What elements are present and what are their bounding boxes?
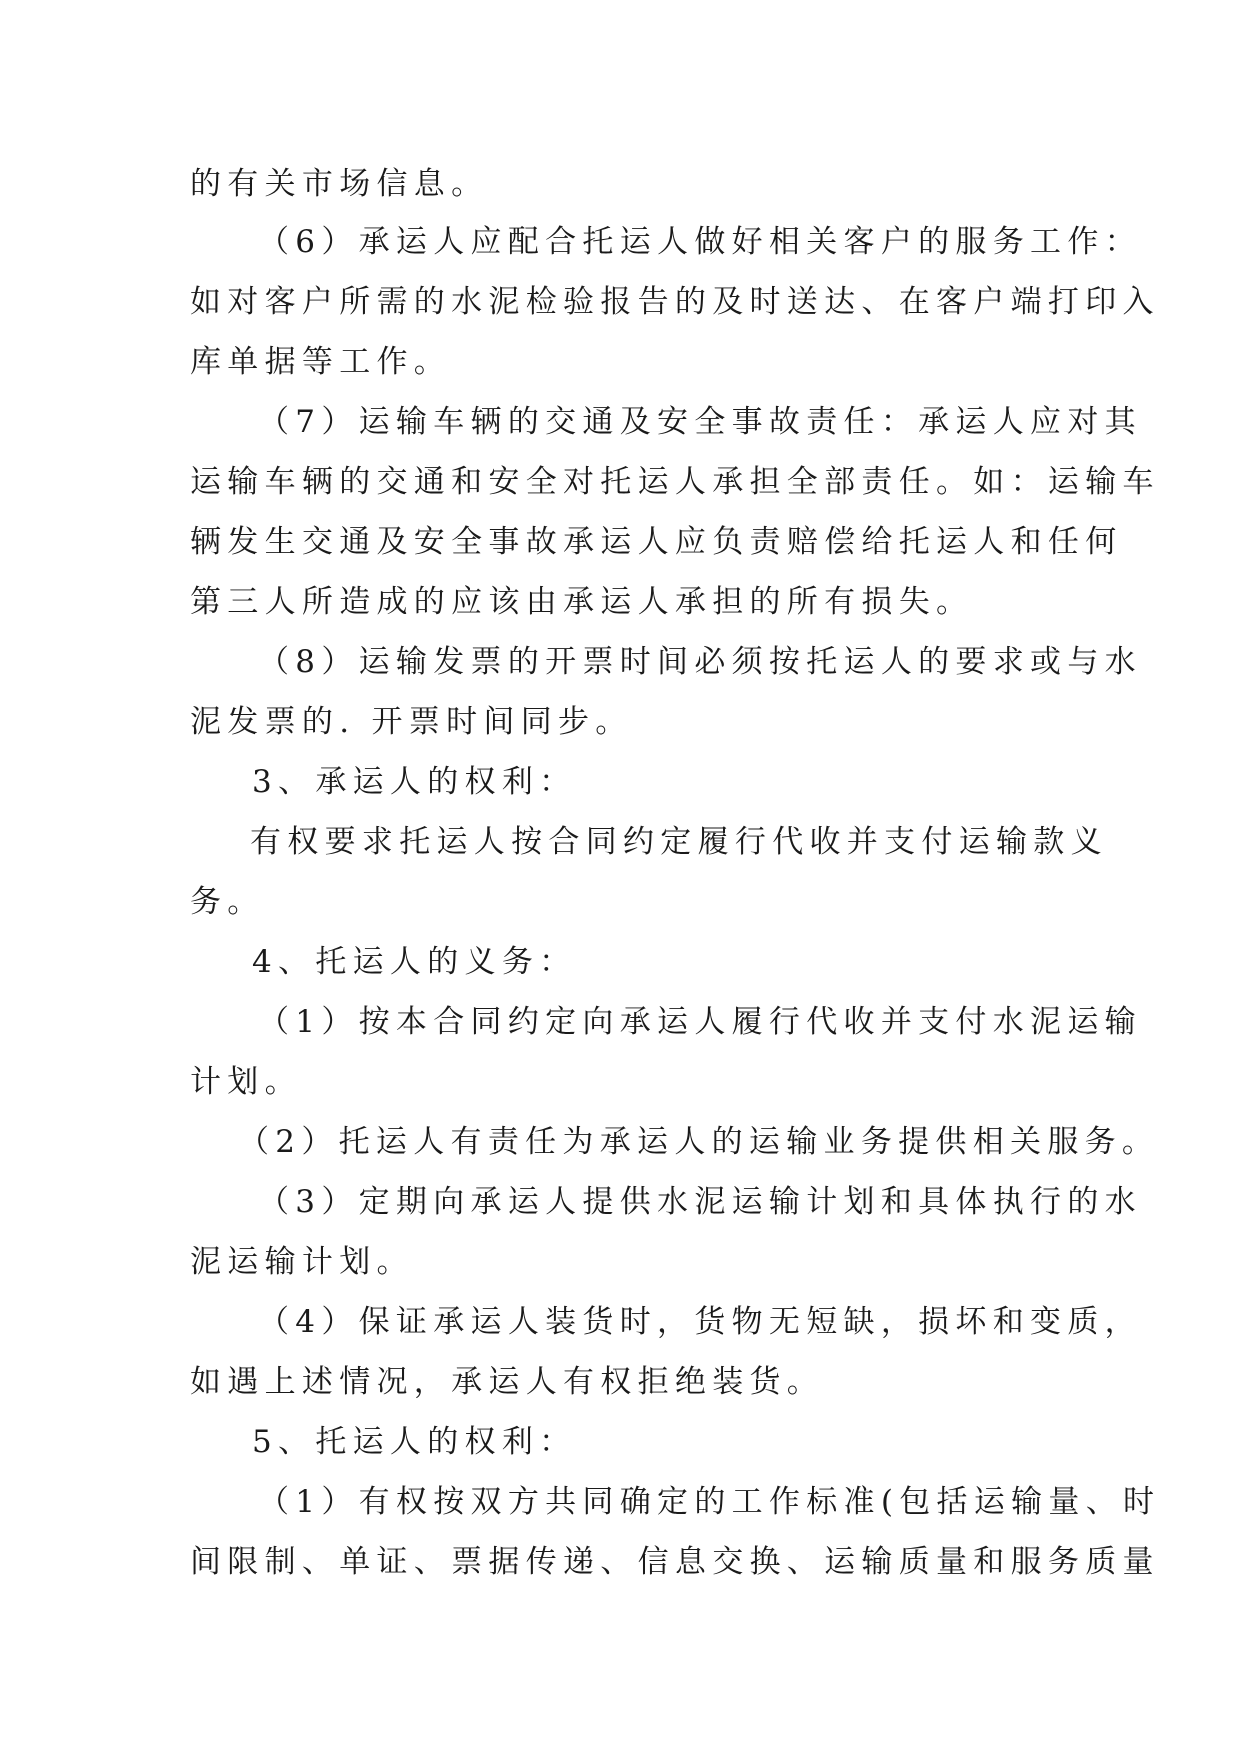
text-line: 计划。 — [190, 1064, 302, 1100]
section-heading: 5、托运人的权利： — [252, 1424, 577, 1460]
text-line: 有权要求托运人按合同约定履行代收并支付运输款义 — [250, 824, 1108, 860]
text-line: （7）运输车辆的交通及安全事故责任：承运人应对其 — [258, 404, 1142, 440]
text-line: 泥发票的. 开票时间同步。 — [190, 704, 633, 740]
text-line: （2）托运人有责任为承运人的运输业务提供相关服务。 — [238, 1124, 1160, 1160]
text-line: （6）承运人应配合托运人做好相关客户的服务工作： — [258, 224, 1142, 260]
text-line: 泥运输计划。 — [190, 1244, 414, 1280]
text-line: 如遇上述情况，承运人有权拒绝装货。 — [190, 1364, 825, 1400]
text-line: 间限制、单证、票据传递、信息交换、运输质量和服务质量 — [190, 1544, 1160, 1580]
text-line: （3）定期向承运人提供水泥运输计划和具体执行的水 — [258, 1184, 1142, 1220]
text-line: （1）有权按双方共同确定的工作标准(包括运输量、时 — [258, 1484, 1161, 1520]
text-line: 第三人所造成的应该由承运人承担的所有损失。 — [190, 584, 974, 620]
text-line: 如对客户所需的水泥检验报告的及时送达、在客户端打印入 — [190, 284, 1160, 320]
text-line: 务。 — [190, 884, 265, 920]
text-line: 库单据等工作。 — [190, 344, 452, 380]
text-line: （4）保证承运人装货时，货物无短缺，损坏和变质， — [258, 1304, 1142, 1340]
text-line: （1）按本合同约定向承运人履行代收并支付水泥运输 — [258, 1004, 1142, 1040]
text-line: 运输车辆的交通和安全对托运人承担全部责任。如：运输车 — [190, 464, 1160, 500]
text-line: 辆发生交通及安全事故承运人应负责赔偿给托运人和任何 — [190, 524, 1123, 560]
section-heading: 3、承运人的权利： — [252, 764, 577, 800]
text-line: 的有关市场信息。 — [190, 166, 489, 202]
text-line: （8）运输发票的开票时间必须按托运人的要求或与水 — [258, 644, 1142, 680]
section-heading: 4、托运人的义务： — [252, 944, 577, 980]
